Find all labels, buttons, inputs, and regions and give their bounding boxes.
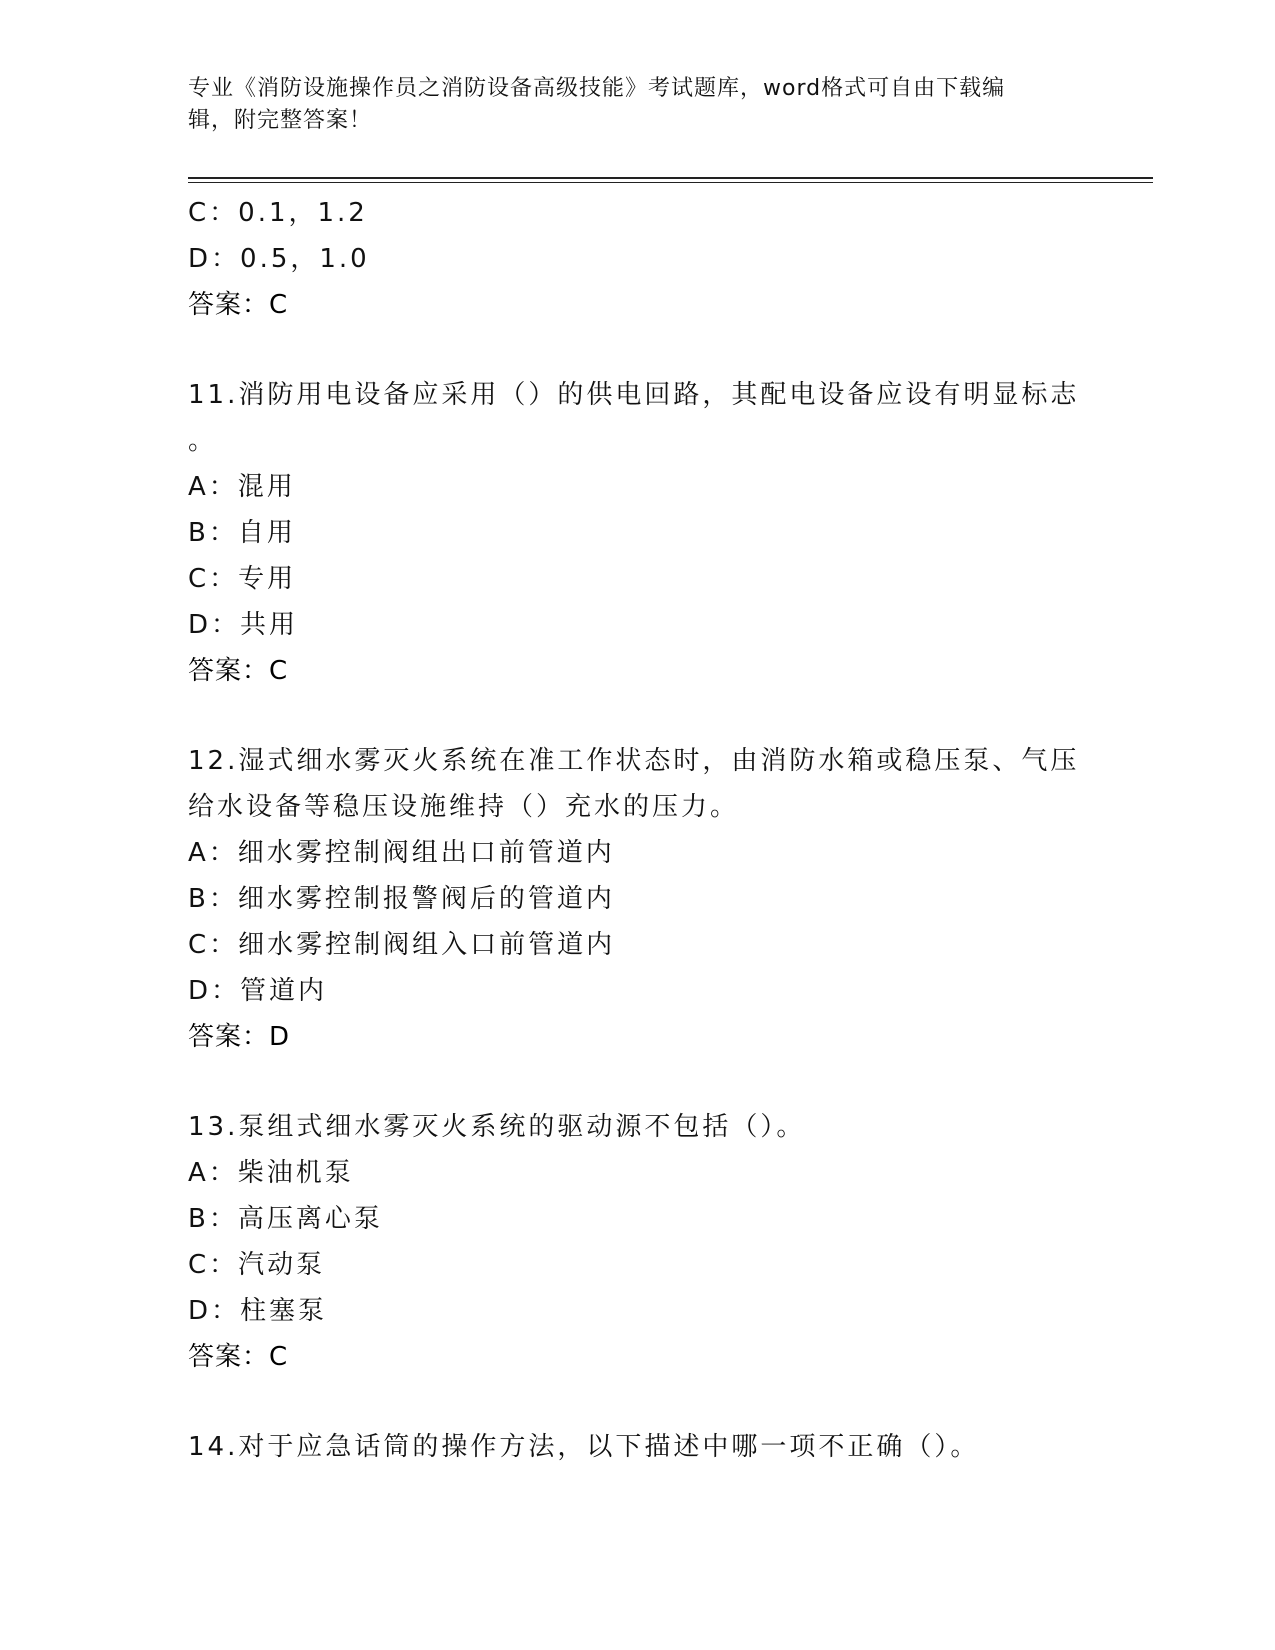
question-11 bbox=[188, 372, 1088, 694]
answer-line: 答案：C bbox=[188, 290, 289, 320]
option-c: C：细水雾控制阀组入口前管道内 bbox=[188, 930, 616, 960]
option-d: D：管道内 bbox=[188, 976, 328, 1006]
option-d: D：0.5，1.0 bbox=[188, 244, 370, 274]
option-a: A：柴油机泵 bbox=[188, 1158, 354, 1188]
question-text-line-2: 。 bbox=[188, 426, 218, 456]
question-text-line-1: 12.湿式细水雾灭火系统在准工作状态时，由消防水箱或稳压泵、气压 bbox=[188, 746, 1080, 776]
option-a: A：细水雾控制阀组出口前管道内 bbox=[188, 838, 615, 868]
option-d: D：柱塞泵 bbox=[188, 1296, 328, 1326]
option-b: B：自用 bbox=[188, 518, 296, 548]
document-header bbox=[188, 73, 1078, 137]
question-text-line-1: 13.泵组式细水雾灭火系统的驱动源不包括（）。 bbox=[188, 1112, 806, 1142]
question-12 bbox=[188, 738, 1088, 1060]
option-b: B：细水雾控制报警阀后的管道内 bbox=[188, 884, 615, 914]
question-13 bbox=[188, 1104, 1088, 1380]
question-text-line-1: 11.消防用电设备应采用（）的供电回路，其配电设备应设有明显标志 bbox=[188, 380, 1080, 410]
question-text-line-2: 给水设备等稳压设施维持（）充水的压力。 bbox=[188, 792, 740, 822]
header-divider-thin bbox=[188, 182, 1153, 183]
header-divider-thick bbox=[188, 177, 1153, 179]
question-list bbox=[188, 190, 1088, 1470]
header-line-2: 辑，附完整答案！ bbox=[188, 108, 373, 133]
option-d: D：共用 bbox=[188, 610, 299, 640]
option-c: C：0.1，1.2 bbox=[188, 198, 368, 228]
answer-line: 答案：D bbox=[188, 1022, 291, 1052]
question-10-continuation bbox=[188, 190, 1088, 328]
option-c: C：汽动泵 bbox=[188, 1250, 326, 1280]
answer-line: 答案：C bbox=[188, 1342, 289, 1372]
question-14 bbox=[188, 1424, 1088, 1470]
answer-line: 答案：C bbox=[188, 656, 289, 686]
option-a: A：混用 bbox=[188, 472, 296, 502]
question-text-line-1: 14.对于应急话筒的操作方法，以下描述中哪一项不正确（）。 bbox=[188, 1432, 980, 1462]
option-c: C：专用 bbox=[188, 564, 297, 594]
header-line-1: 专业《消防设施操作员之消防设备高级技能》考试题库，word格式可自由下载编 bbox=[188, 76, 1006, 101]
option-b: B：高压离心泵 bbox=[188, 1204, 383, 1234]
